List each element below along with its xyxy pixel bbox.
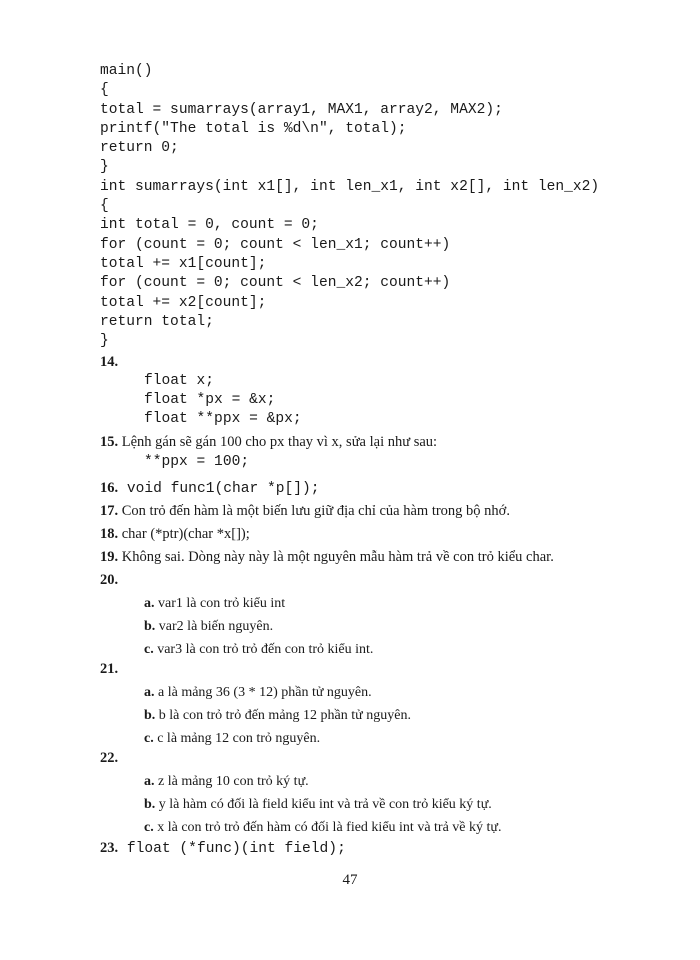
code-line: {	[100, 82, 109, 99]
item-text: x là con trỏ trỏ đến hàm có đối là fied kiểu int và trả về ký tự.	[153, 820, 502, 835]
answer-number: 16.	[100, 480, 119, 496]
answer-text: char (*ptr)(char *x[]);	[118, 526, 250, 542]
code-line: {	[100, 198, 109, 215]
item-letter: b.	[144, 708, 156, 723]
answer-21-item	[144, 682, 372, 702]
answer-number: 19.	[100, 549, 119, 565]
answer-20-item	[144, 616, 273, 636]
page-number: 47	[342, 872, 358, 888]
item-text: a là mảng 36 (3 * 12) phần tử nguyên.	[154, 685, 372, 700]
answer-15-code: **ppx = 100;	[144, 454, 250, 470]
item-letter: c.	[144, 820, 154, 835]
code-line: }	[100, 333, 109, 350]
code-line: for (count = 0; count < len_x1; count++)	[100, 236, 451, 253]
code-line: int total = 0, count = 0;	[100, 217, 319, 234]
answer-18	[100, 524, 250, 544]
code-listing	[100, 62, 680, 351]
answer-22-item	[144, 771, 309, 791]
answer-14-number	[100, 352, 118, 372]
code-line: return total;	[100, 313, 214, 330]
answer-number: 14.	[100, 354, 119, 370]
answer-number: 21.	[100, 661, 119, 677]
item-text: var3 là con trỏ trỏ đến con trỏ kiểu int.	[153, 642, 374, 657]
answer-14-code-line: float *px = &x;	[144, 392, 276, 408]
answer-number: 15.	[100, 434, 119, 450]
item-letter: c.	[144, 642, 154, 657]
answer-20-item	[144, 593, 285, 613]
code-line: int sumarrays(int x1[], int len_x1, int x2[], int len_x2)	[100, 178, 600, 195]
answer-number: 22.	[100, 750, 119, 766]
answer-code: void func1(char *p[]);	[118, 481, 320, 497]
code-line: printf("The total is %d\n", total);	[100, 120, 407, 137]
answer-code: float (*func)(int field);	[118, 841, 346, 857]
code-line: total = sumarrays(array1, MAX1, array2, MAX2);	[100, 101, 503, 118]
answer-14-code-line: float **ppx = &px;	[144, 411, 302, 427]
answer-15	[100, 432, 437, 452]
code-line: total += x2[count];	[100, 294, 267, 311]
code-line: main()	[100, 63, 153, 79]
item-letter: c.	[144, 731, 154, 746]
item-letter: b.	[144, 619, 156, 634]
answer-21-item	[144, 705, 411, 725]
answer-text: Con trỏ đến hàm là một biến lưu giữ địa chỉ của hàm trong bộ nhớ.	[118, 503, 510, 519]
item-text: var2 là biến nguyên.	[155, 619, 274, 634]
item-letter: b.	[144, 797, 156, 812]
item-letter: a.	[144, 596, 155, 611]
answer-20-item	[144, 639, 373, 659]
answer-20-number	[100, 570, 118, 590]
answer-number: 17.	[100, 503, 119, 519]
item-text: c là mảng 12 con trỏ nguyên.	[153, 731, 321, 746]
item-letter: a.	[144, 685, 155, 700]
code-line: total += x1[count];	[100, 255, 267, 272]
answer-22-item	[144, 794, 492, 814]
answer-number: 20.	[100, 572, 119, 588]
item-text: var1 là con trỏ kiểu int	[154, 596, 286, 611]
answer-21-item	[144, 728, 320, 748]
answer-text: Lệnh gán sẽ gán 100 cho px thay vì x, sửa lại như sau:	[118, 434, 438, 450]
answer-14-code-line: float x;	[144, 373, 215, 389]
answer-number: 23.	[100, 840, 119, 856]
answer-16	[100, 478, 320, 499]
answer-number: 18.	[100, 526, 119, 542]
answer-21-number	[100, 659, 118, 679]
code-line: }	[100, 159, 109, 176]
item-letter: a.	[144, 774, 155, 789]
code-line: return 0;	[100, 140, 179, 157]
item-text: z là mảng 10 con trỏ ký tự.	[154, 774, 309, 789]
answer-22-number	[100, 748, 118, 768]
answer-text: Không sai. Dòng này này là một nguyên mẫu hàm trả về con trỏ kiểu char.	[118, 549, 554, 565]
item-text: y là hàm có đối là field kiểu int và trả về con trỏ kiểu ký tự.	[155, 797, 492, 812]
answer-19	[100, 547, 554, 567]
answer-22-item	[144, 817, 501, 837]
item-text: b là con trỏ trỏ đến mảng 12 phần tử nguyên.	[155, 708, 411, 723]
answer-23	[100, 838, 346, 859]
code-line: for (count = 0; count < len_x2; count++)	[100, 275, 451, 292]
answer-17	[100, 501, 510, 521]
